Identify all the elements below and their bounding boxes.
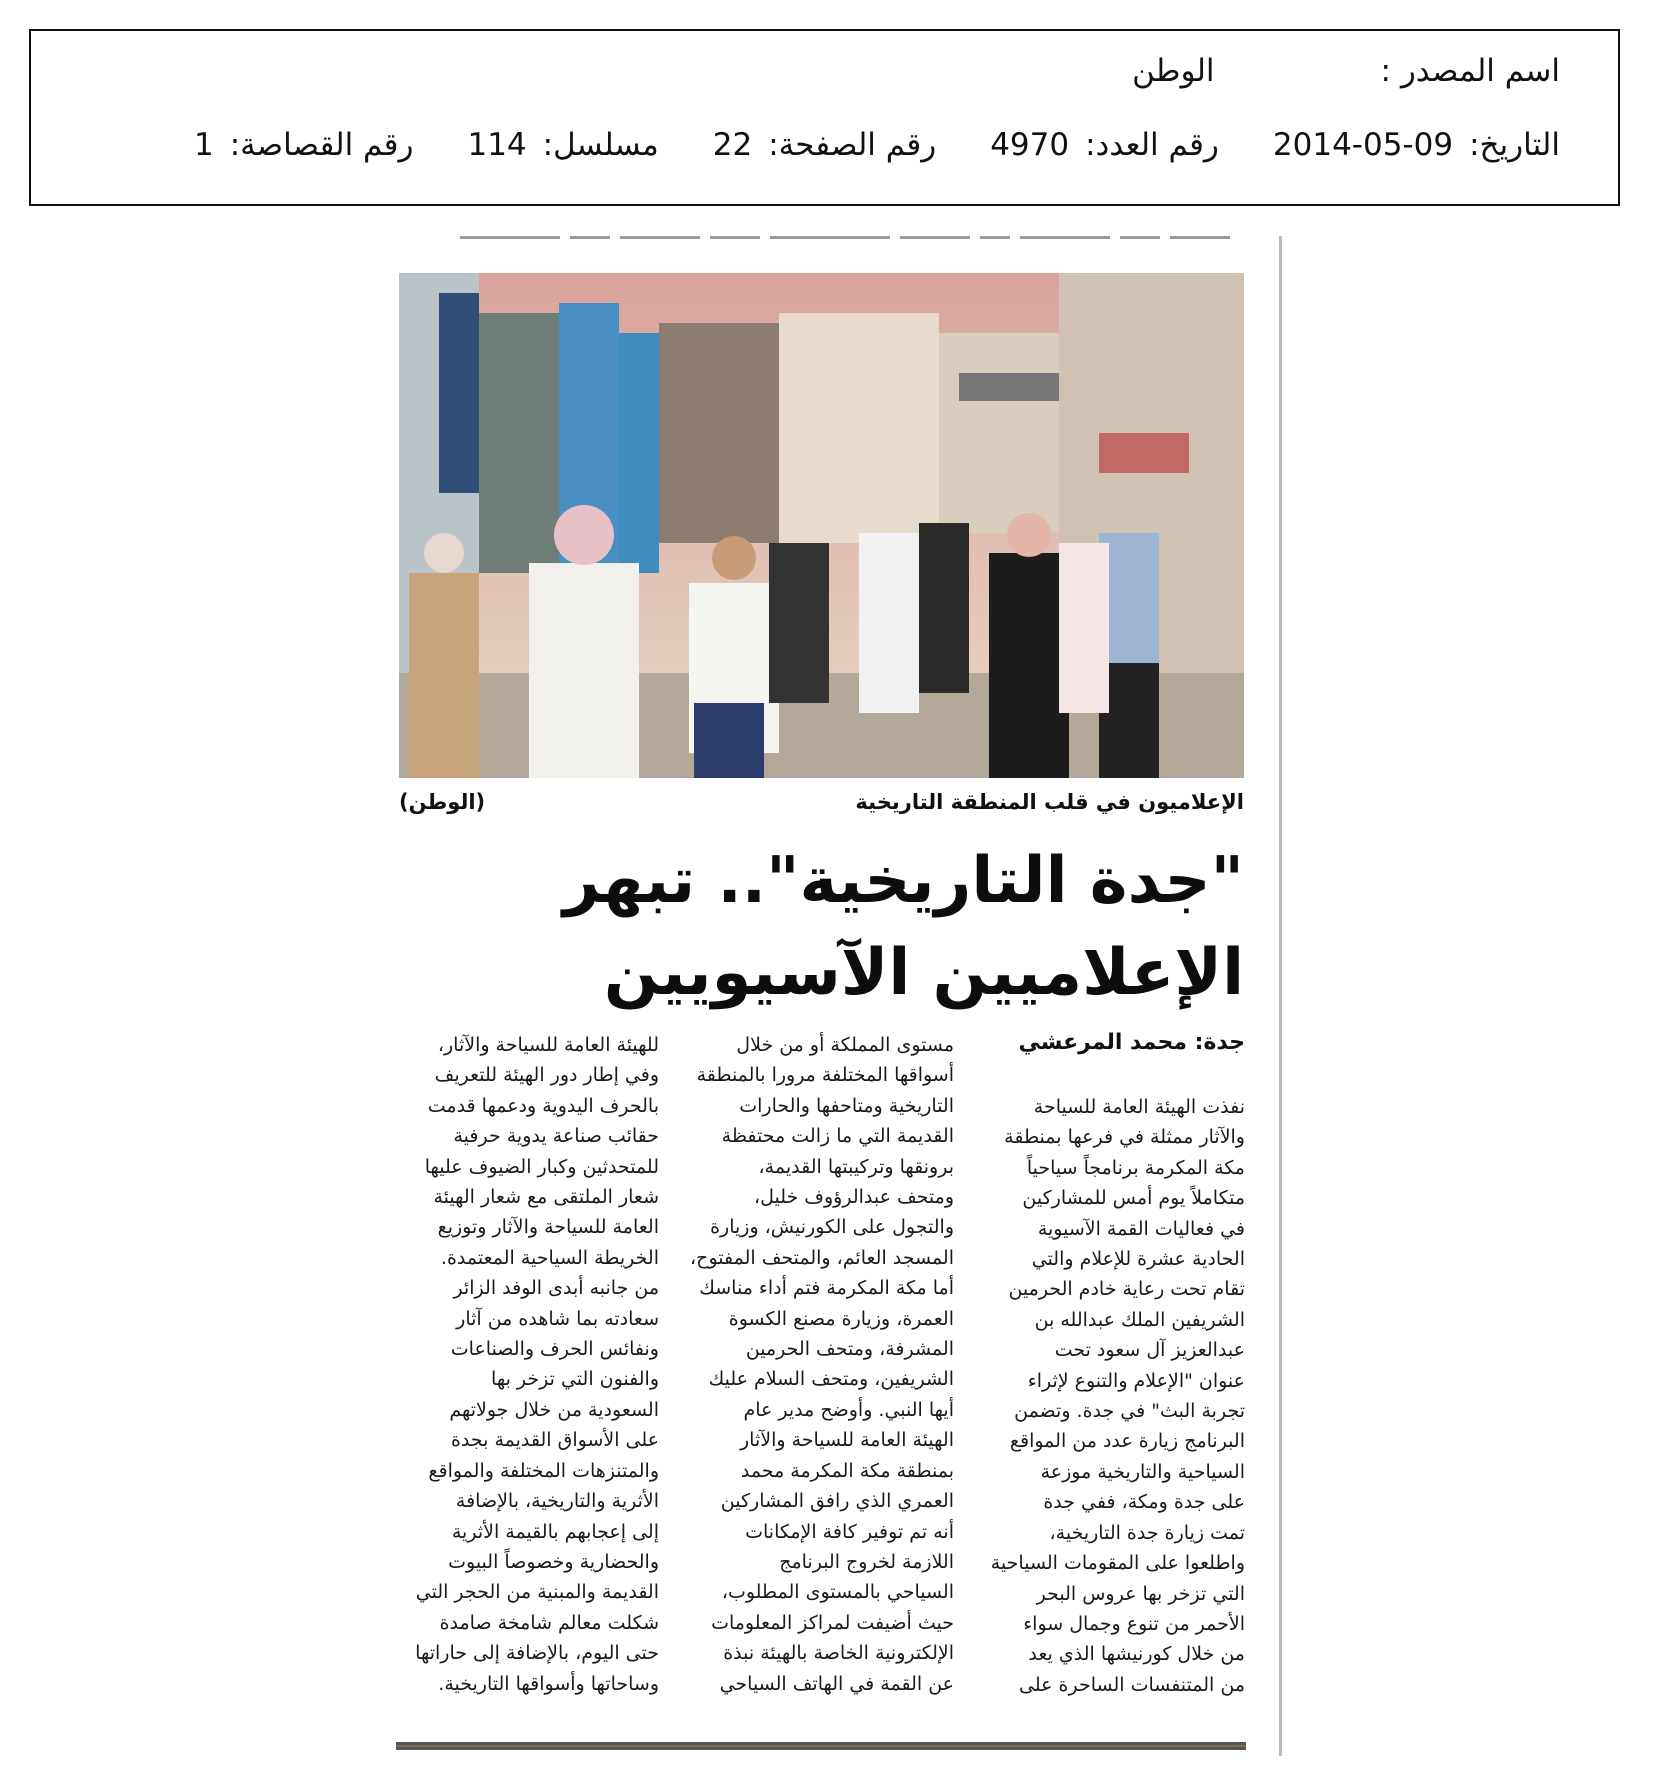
article-line: تقام تحت رعاية خادم الحرمين (1008, 1278, 1245, 1301)
article-line: والآثار ممثلة في فرعها بمنطقة (1004, 1126, 1245, 1149)
article-line: التي تزخر بها عروس البحر (1036, 1582, 1245, 1605)
article-line: مستوى المملكة أو من خلال (736, 1034, 954, 1056)
article-line: والتجول على الكورنيش، وزيارة (710, 1216, 954, 1239)
article-line: متكاملاً يوم أمس للمشاركين (1022, 1187, 1245, 1210)
article-line: الأحمر من تنوع وجمال سواء (1023, 1612, 1245, 1635)
article-line: العمري الذي رافق المشاركين (720, 1490, 954, 1513)
article-line: واطلعوا على المقومات السياحية (990, 1552, 1245, 1575)
article-line: التاريخية ومتاحفها والحارات (739, 1094, 954, 1117)
article-line: مكة المكرمة برنامجاً سياحياً (1026, 1156, 1245, 1179)
caption-text: الإعلاميون في قلب المنطقة التاريخية (855, 790, 1244, 814)
article-line: في فعاليات القمة الآسيوية (1037, 1217, 1245, 1240)
article-column-3 (415, 1030, 659, 1699)
article-line: الحادية عشرة للإعلام والتي (1031, 1248, 1245, 1271)
clip-label: رقم القصاصة: (229, 127, 414, 163)
article-line: على جدة ومكة، ففي جدة (1043, 1491, 1245, 1514)
street-scene-illustration (399, 273, 1244, 778)
article-line: تمت زيارة جدة التاريخية، (1049, 1521, 1245, 1544)
article-line: برونقها وتركيبتها القديمة، (758, 1155, 954, 1178)
serial-value: 114 (467, 127, 527, 163)
article-line: بمنطقة مكة المكرمة محمد (740, 1459, 954, 1482)
serial-label: مسلسل: (542, 127, 659, 163)
article-line: القديمة والمبنية من الحجر التي (415, 1581, 659, 1604)
article-line: من المتنفسات الساحرة على (1019, 1673, 1245, 1696)
article-line: على الأسواق القديمة بجدة (450, 1429, 659, 1452)
article-line: للمتحدثين وكبار الضيوف عليها (424, 1155, 659, 1178)
article-line: وساحاتها وأسواقها التاريخية. (438, 1672, 659, 1695)
article-line: السعودية من خلال جولاتهم (449, 1398, 659, 1421)
photo-caption (399, 790, 1244, 820)
article-line: المشرفة، ومتحف الحرمين (745, 1338, 954, 1361)
article-line: بالحرف اليدوية ودعمها قدمت (427, 1094, 659, 1117)
article-line: المسجد العائم، والمتحف المفتوح، (690, 1246, 954, 1269)
article-line: العمرة، وزيارة مصنع الكسوة (728, 1307, 954, 1330)
article-line: عبدالعزيز آل سعود تحت (1054, 1339, 1245, 1362)
article-line: العامة للسياحة والآثار وتوزيع (437, 1216, 659, 1239)
page-label: رقم الصفحة: (768, 127, 937, 163)
article-line: والمتنزهات المختلفة والمواقع (428, 1459, 659, 1482)
article-line: شكلت معالم شامخة صامدة (439, 1611, 659, 1634)
headline-line-2: الإعلاميين الآسيويين (603, 936, 1244, 1010)
article-line: السياحي بالمستوى المطلوب، (721, 1581, 954, 1604)
article-line: أنه تم توفير كافة الإمكانات (745, 1520, 954, 1543)
date-value: 2014-05-09 (1272, 127, 1454, 163)
article-line: للهيئة العامة للسياحة والآثار، (437, 1034, 659, 1056)
article-line: الشريفين الملك عبدالله بن (1034, 1308, 1245, 1331)
source-label: اسم المصدر : (1380, 53, 1560, 89)
article-line: والفنون التي تزخر بها (491, 1368, 659, 1391)
article-headline (563, 835, 1244, 1019)
cut-off-text-fragments (450, 224, 1240, 240)
article-line: الإلكترونية الخاصة بالهيئة نبذة (723, 1642, 954, 1665)
article-line: ونفائس الحرف والصناعات (450, 1338, 659, 1361)
article-line: من جانبه أبدى الوفد الزائر (453, 1277, 659, 1300)
article-line: والحضارية وخصوصاً البيوت (448, 1550, 659, 1573)
page-value: 22 (712, 127, 753, 163)
source-row (1132, 53, 1560, 89)
article-line: أسواقها المختلفة مرورا بالمنطقة (696, 1064, 954, 1087)
article-line: البرنامج زيارة عدد من المواقع (1009, 1430, 1245, 1453)
article-line: من خلال كورنيشها الذي يعد (1028, 1643, 1245, 1666)
headline-line-1: "جدة التاريخية".. تبهر (562, 844, 1244, 918)
article-line: وفي إطار دور الهيئة للتعريف (434, 1064, 659, 1087)
article-column-2 (690, 1030, 954, 1699)
article-line: شعار الملتقى مع شعار الهيئة (433, 1186, 659, 1209)
article-column-1 (991, 1092, 1245, 1700)
article-line: الخريطة السياحية المعتمدة. (440, 1246, 659, 1269)
article-line: السياحية والتاريخية موزعة (1040, 1460, 1245, 1483)
article-line: أما مكة المكرمة فتم أداء مناسك (699, 1277, 954, 1300)
article-line: سعادته بما شاهده من آثار (456, 1307, 659, 1330)
photo-credit: (الوطن) (399, 790, 486, 814)
clipping-metadata-box (29, 29, 1620, 206)
article-line: إلى إعجابهم بالقيمة الأثرية (451, 1520, 659, 1543)
clip-value: 1 (194, 127, 214, 163)
article-line: حيث أضيفت لمراكز المعلومات (711, 1611, 954, 1634)
issue-label: رقم العدد: (1085, 127, 1219, 163)
date-label: التاريخ: (1469, 127, 1560, 163)
source-value: الوطن (1132, 53, 1215, 89)
article-photo (399, 273, 1244, 778)
article-line: تجربة البث" في جدة. وتضمن (1014, 1400, 1245, 1423)
article-line: أيها النبي. وأوضح مدير عام (743, 1398, 954, 1421)
article-line: حتى اليوم، بالإضافة إلى حاراتها (415, 1642, 659, 1665)
article-line: ومتحف عبدالرؤوف خليل، (753, 1186, 954, 1209)
article-line: نفذت الهيئة العامة للسياحة (1033, 1096, 1245, 1118)
issue-value: 4970 (990, 127, 1070, 163)
article-line: القديمة التي ما زالت محتفظة (721, 1125, 954, 1148)
article-line: عن القمة في الهاتف السياحي (719, 1672, 954, 1695)
article-line: اللازمة لخروج البرنامج (779, 1550, 954, 1573)
byline: جدة: محمد المرعشي (1018, 1030, 1245, 1055)
article-line: الهيئة العامة للسياحة والآثار (739, 1429, 954, 1452)
article-line: عنوان "الإعلام والتنوع لإثراء (1027, 1369, 1245, 1392)
article-line: الشريفين، ومتحف السلام عليك (708, 1368, 954, 1391)
bottom-rule (396, 1742, 1246, 1750)
details-row (194, 127, 1560, 163)
article-line: الأثرية والتاريخية، بالإضافة (455, 1490, 659, 1513)
column-divider (1279, 236, 1282, 1756)
article-line: حقائب صناعة يدوية حرفية (453, 1125, 659, 1148)
